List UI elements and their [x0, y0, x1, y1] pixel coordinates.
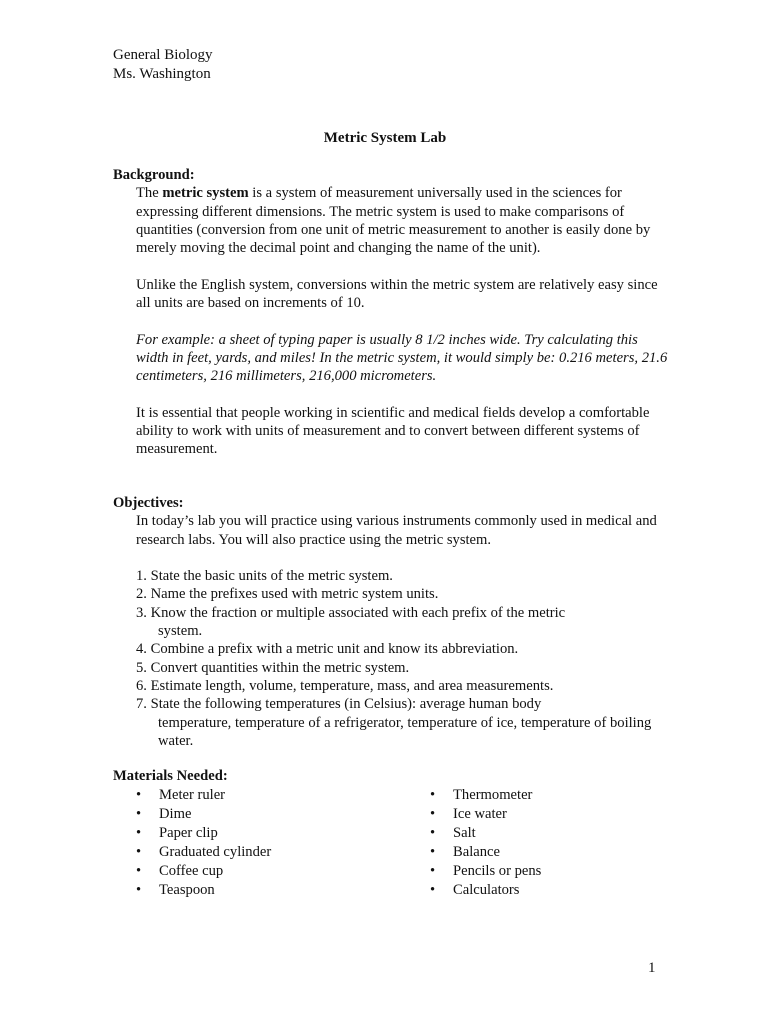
material-item: [430, 862, 541, 881]
bullet-icon: •: [430, 882, 436, 898]
material-label: Calculators: [453, 882, 520, 898]
objective-item: [113, 677, 673, 695]
background-heading: Background:: [113, 167, 195, 183]
material-label: Balance: [453, 844, 500, 860]
teacher-name: Ms. Washington: [113, 66, 211, 82]
material-item: [136, 805, 271, 824]
objective-text: 3. Know the fraction or multiple associated with each prefix of the metric: [136, 604, 566, 621]
material-label: Coffee cup: [159, 863, 224, 879]
materials-heading: Materials Needed:: [113, 768, 228, 784]
objectives-heading: Objectives:: [113, 495, 184, 511]
materials-list-left: [136, 786, 271, 900]
material-item: [136, 824, 271, 843]
objectives-list: [113, 567, 673, 750]
objective-text: 4. Combine a prefix with a metric unit and know its abbreviation.: [136, 641, 519, 658]
objective-text: 6. Estimate length, volume, temperature, mass, and area measurements.: [136, 677, 554, 694]
material-label: Meter ruler: [159, 787, 226, 803]
bullet-icon: •: [430, 787, 436, 803]
p1-post: is a system of measurement universally used in the sciences for expressing different dimensions. The metric system is used to make comparisons of quantities (conversion from one unit of metric measurement to another is easily done by merely moving the decimal point and changing the name of the unit).: [136, 185, 651, 257]
material-item: [430, 881, 541, 900]
materials-list-right: [430, 786, 541, 900]
material-label: Salt: [453, 825, 476, 841]
bullet-icon: •: [136, 863, 142, 879]
objective-item: [113, 640, 673, 658]
page-title: Metric System Lab: [323, 130, 447, 146]
bullet-icon: •: [136, 825, 142, 841]
objective-text: 2. Name the prefixes used with metric system units.: [136, 586, 439, 603]
material-item: [136, 881, 271, 900]
background-paragraph-3: [136, 331, 673, 386]
background-paragraph-2: Unlike the English system, conversions within the metric system are relatively easy since all units are based on increments of 10.: [136, 276, 658, 312]
material-item: [136, 862, 271, 881]
material-item: [430, 843, 541, 862]
objective-text-continued: temperature, temperature of a refrigerator, temperature of ice, temperature of boiling water.: [158, 714, 652, 749]
material-label: Thermometer: [453, 787, 533, 803]
bullet-icon: •: [136, 844, 142, 860]
bullet-icon: •: [136, 882, 142, 898]
objectives-section: [113, 494, 673, 750]
material-item: [430, 824, 541, 843]
material-label: Pencils or pens: [453, 863, 542, 879]
objective-text-continued: system.: [158, 623, 203, 640]
objectives-intro: In today’s lab you will practice using various instruments commonly used in medical and research labs. You will also practice using the metric system.: [136, 513, 657, 548]
bullet-icon: •: [430, 863, 436, 879]
material-item: [136, 843, 271, 862]
material-item: [430, 805, 541, 824]
background-paragraph-4: It is essential that people working in scientific and medical fields develop a comfortable ability to work with units of measurement and to convert between different systems of measurement.: [136, 404, 650, 458]
p1-pre: The: [136, 185, 163, 202]
objective-item: [113, 604, 673, 641]
bullet-icon: •: [430, 825, 436, 841]
material-label: Teaspoon: [159, 882, 215, 898]
objective-item: [113, 567, 673, 585]
objective-text: 1. State the basic units of the metric system.: [136, 568, 393, 585]
material-item: [136, 786, 271, 805]
materials-section: [113, 767, 673, 785]
p1-bold-term: metric system: [162, 185, 249, 202]
objective-item: [113, 659, 673, 677]
material-item: [430, 786, 541, 805]
objective-text: 5. Convert quantities within the metric system.: [136, 659, 410, 676]
course-name: General Biology: [113, 47, 213, 63]
page-number: 1: [648, 960, 656, 976]
objective-item: [113, 695, 673, 750]
material-label: Ice water: [453, 806, 507, 822]
bullet-icon: •: [430, 844, 436, 860]
background-body: [113, 184, 673, 458]
objective-text: 7. State the following temperatures (in Celsius): average human body: [136, 696, 542, 713]
background-paragraph-1: [136, 184, 673, 257]
bullet-icon: •: [136, 806, 142, 822]
material-label: Paper clip: [159, 825, 218, 841]
document-header: [113, 46, 213, 84]
bullet-icon: •: [430, 806, 436, 822]
material-label: Graduated cylinder: [159, 844, 272, 860]
example-text: For example: a sheet of typing paper is usually 8 1/2 inches wide. Try calculating this width in feet, yards, and miles! In the metric system, it would simply be: 0.216 meters, 21.6 centimeters, 216 millimeters, 216,000 micrometers.: [136, 331, 668, 385]
bullet-icon: •: [136, 787, 142, 803]
objective-item: [113, 585, 673, 603]
material-label: Dime: [159, 806, 192, 822]
background-section: [113, 166, 673, 459]
